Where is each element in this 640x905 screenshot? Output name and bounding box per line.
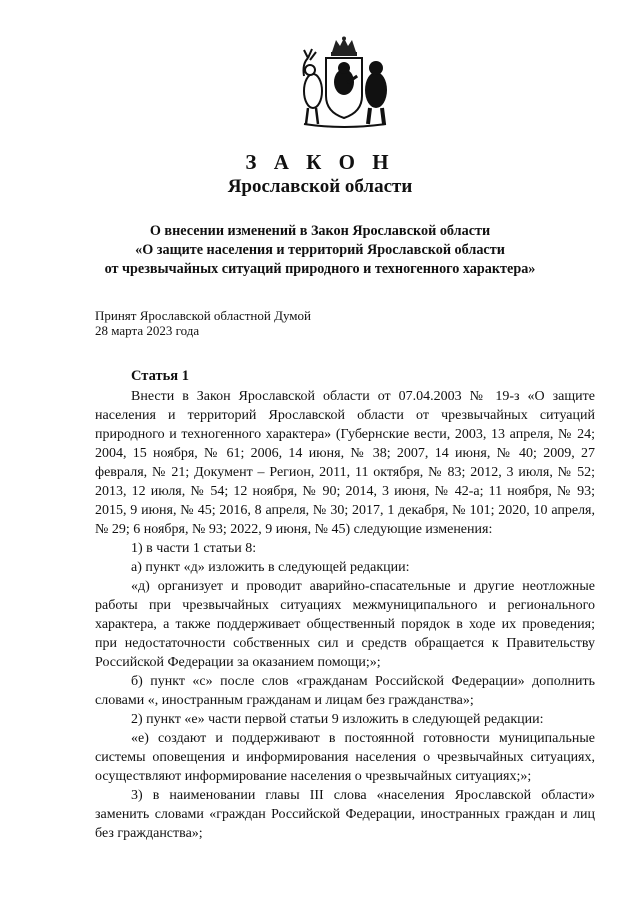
article-paragraph: Внести в Закон Ярославской области от 07.04.2003 № 19-з «О защите населения и территорий Ярославской области от чрезвычайных ситуаций природного и техногенного характера» (Губернские вести, 2003, 13 апреля, № 24; 2004, 15 ноября, № 61; 2006, 14 июня, № 38; 2007, 14 июня, № 40; 2009, 27 февраля, № 21; Документ – Регион, 2011, 11 октября, № 83; 2012, 3 июля, № 52; 2013, 12 июля, № 54; 12 ноября, № 90; 2014, 3 июня, № 42-а; 11 ноября, № 93; 2015, 9 июня, № 45; 2016, 8 апреля, № 30; 2017, 1 декабря, № 101; 2020, 10 апреля, № 29; 6 ноября, № 93; 2022, 9 июня, № 45) следующие изменения: — [95, 389, 595, 537]
article-paragraph: 1) в части 1 статьи 8: — [131, 541, 257, 556]
article-paragraph: а) пункт «д» изложить в следующей редакции: — [131, 560, 410, 575]
law-subject-line: от чрезвычайных ситуаций природного и техногенного характера» — [104, 261, 536, 277]
coat-of-arms-icon — [294, 36, 394, 128]
adoption-date: 28 марта 2023 года — [95, 323, 200, 338]
law-subject-line: О внесении изменений в Закон Ярославской области — [149, 223, 491, 239]
law-subject-line: «О защите населения и территорий Ярославской области — [135, 242, 505, 258]
article-paragraph: 3) в наименовании главы III слова «населения Ярославской области» заменить словами «граждан Российской Федерации, иностранных граждан и лиц без гражданства»; — [95, 788, 595, 841]
law-title: З А К О Н — [245, 150, 395, 174]
article-paragraph: б) пункт «с» после слов «гражданам Российской Федерации» дополнить словами «, иностранным гражданам и лицам без гражданства»; — [95, 674, 595, 708]
adoption-body: Принят Ярославской областной Думой — [95, 308, 311, 323]
article-body — [95, 387, 595, 843]
article-heading: Статья 1 — [131, 368, 189, 384]
article-paragraph: «е) создают и поддерживают в постоянной готовности муниципальные системы оповещения и информирования населения о чрезвычайных ситуациях, осуществляют информирование населения о чрезвычайных ситуациях;»; — [95, 731, 595, 784]
article-paragraph: «д) организует и проводит аварийно-спасательные и другие неотложные работы при чрезвычайных ситуациях межмуниципального и регионального характера, а также поддерживает общественный порядок в ходе их проведения; при недостаточности собственных сил и средств обращается к Правительству Российской Федерации за оказанием помощи;»; — [95, 579, 595, 670]
law-subject — [0, 222, 640, 279]
article-paragraph: 2) пункт «е» части первой статьи 9 изложить в следующей редакции: — [131, 712, 544, 727]
law-region: Ярославской области — [227, 176, 413, 197]
adoption-note — [95, 308, 311, 338]
